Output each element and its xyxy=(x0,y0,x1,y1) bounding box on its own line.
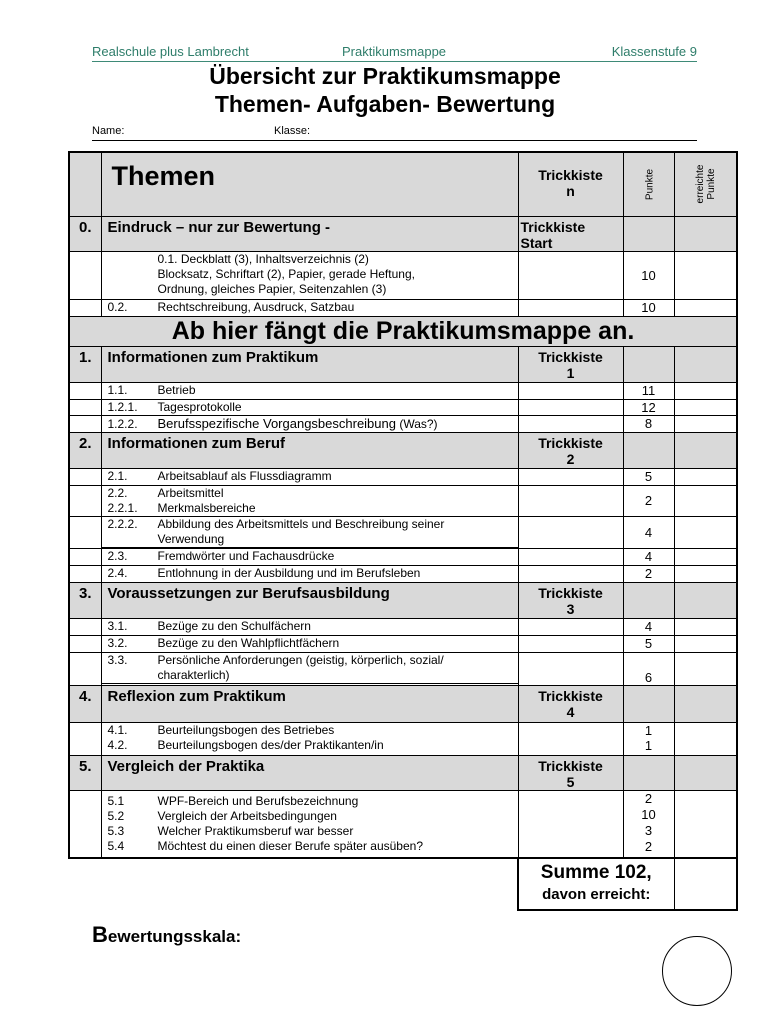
banner-text: Ab hier fängt die Praktikumsmappe an. xyxy=(69,316,737,346)
punkte-heading: Punkte xyxy=(644,168,655,201)
table-row: 2.1. Arbeitsablauf als Flussdiagramm 5 xyxy=(69,468,737,485)
table-row: 1.2.1. Tagesprotokolle 12 xyxy=(69,399,737,415)
trickkiste-heading: Trickkiste n xyxy=(518,152,623,216)
table-row: 2.2. Arbeitsmittel 2.2.1. Merkmalsbereiche 2 xyxy=(69,485,737,516)
table-row: 0.1. Deckblatt (3), Inhaltsverzeichnis (2) Blocksatz, Schriftart (2), Papier, gerade Heftung, Ordnung, gleiches Papier, Seitenzahlen (3) 10 xyxy=(69,251,737,299)
erreicht-sum-cell xyxy=(674,858,737,910)
school-name: Realschule plus Lambrecht xyxy=(92,44,249,59)
section-row-0: 0. Eindruck – nur zur Bewertung - Trickkiste Start xyxy=(69,216,737,251)
table-head-row xyxy=(69,152,737,216)
overview-table xyxy=(68,151,738,911)
name-class-line xyxy=(92,125,697,141)
grade-level: Klassenstufe 9 xyxy=(611,44,697,59)
section-row-5: 5. Vergleich der Praktika Trickkiste 5 xyxy=(69,755,737,790)
title-line-1: Übersicht zur Praktikumsmappe xyxy=(209,63,561,89)
table-row: 1.1. Betrieb 11 xyxy=(69,382,737,399)
table-row: 3.2. Bezüge zu den Wahlpflichtfächern 5 xyxy=(69,635,737,652)
name-label: Name: xyxy=(92,125,125,137)
themen-heading: Themen xyxy=(101,152,518,216)
table-row: 5.1 WPF-Bereich und Berufsbezeichnung 5.2 Vergleich der Arbeitsbedingungen 5.3 Welcher Praktikumsberuf war besser 5.4 Möchtest du einen dieser Berufe später ausüben? 2 10 3 2 xyxy=(69,790,737,858)
title-line-2: Themen- Aufgaben- Bewertung xyxy=(214,91,556,117)
table-row: 3.1. Bezüge zu den Schulfächern 4 xyxy=(69,618,737,635)
folder-name: Praktikumsmappe xyxy=(342,44,447,59)
table-row: 2.4. Entlohnung in der Ausbildung und im Berufsleben 2 xyxy=(69,565,737,582)
bewertungsskala-heading: Bewertungsskala: xyxy=(92,922,242,947)
table-row: 2.3. Fremdwörter und Fachausdrücke 4 xyxy=(69,548,737,565)
table-row: 0.2. Rechtschreibung, Ausdruck, Satzbau 10 xyxy=(69,299,737,316)
table-row: 1.2.2. Berufsspezifische Vorgangsbeschreibung (Was?) 8 xyxy=(69,415,737,432)
section-row-3: 3. Voraussetzungen zur Berufsausbildung Trickkiste 3 xyxy=(69,582,737,618)
section-row-2: 2. Informationen zum Beruf Trickkiste 2 xyxy=(69,432,737,468)
class-label: Klasse: xyxy=(274,125,311,137)
erreicht-heading: erreichte Punkte xyxy=(694,164,717,204)
banner-row xyxy=(69,316,737,346)
table-row: 2.2.2. Abbildung des Arbeitsmittels und Beschreibung seiner Verwendung 4 xyxy=(69,516,737,548)
grade-circle xyxy=(662,936,732,1006)
summe-cell: Summe 102, davon erreicht: xyxy=(518,858,674,910)
table-row: 4.1. Beurteilungsbogen des Betriebes 4.2. Beurteilungsbogen des/der Praktikanten/in 1 1 xyxy=(69,722,737,755)
section-row-4: 4. Reflexion zum Praktikum Trickkiste 4 xyxy=(69,685,737,722)
summe-row xyxy=(69,858,737,910)
page-header xyxy=(92,43,697,62)
table-row: 3.3. Persönliche Anforderungen (geistig, körperlich, sozial/ charakterlich) 6 xyxy=(69,652,737,685)
section-row-1: 1. Informationen zum Praktikum Trickkiste 1 xyxy=(69,346,737,382)
